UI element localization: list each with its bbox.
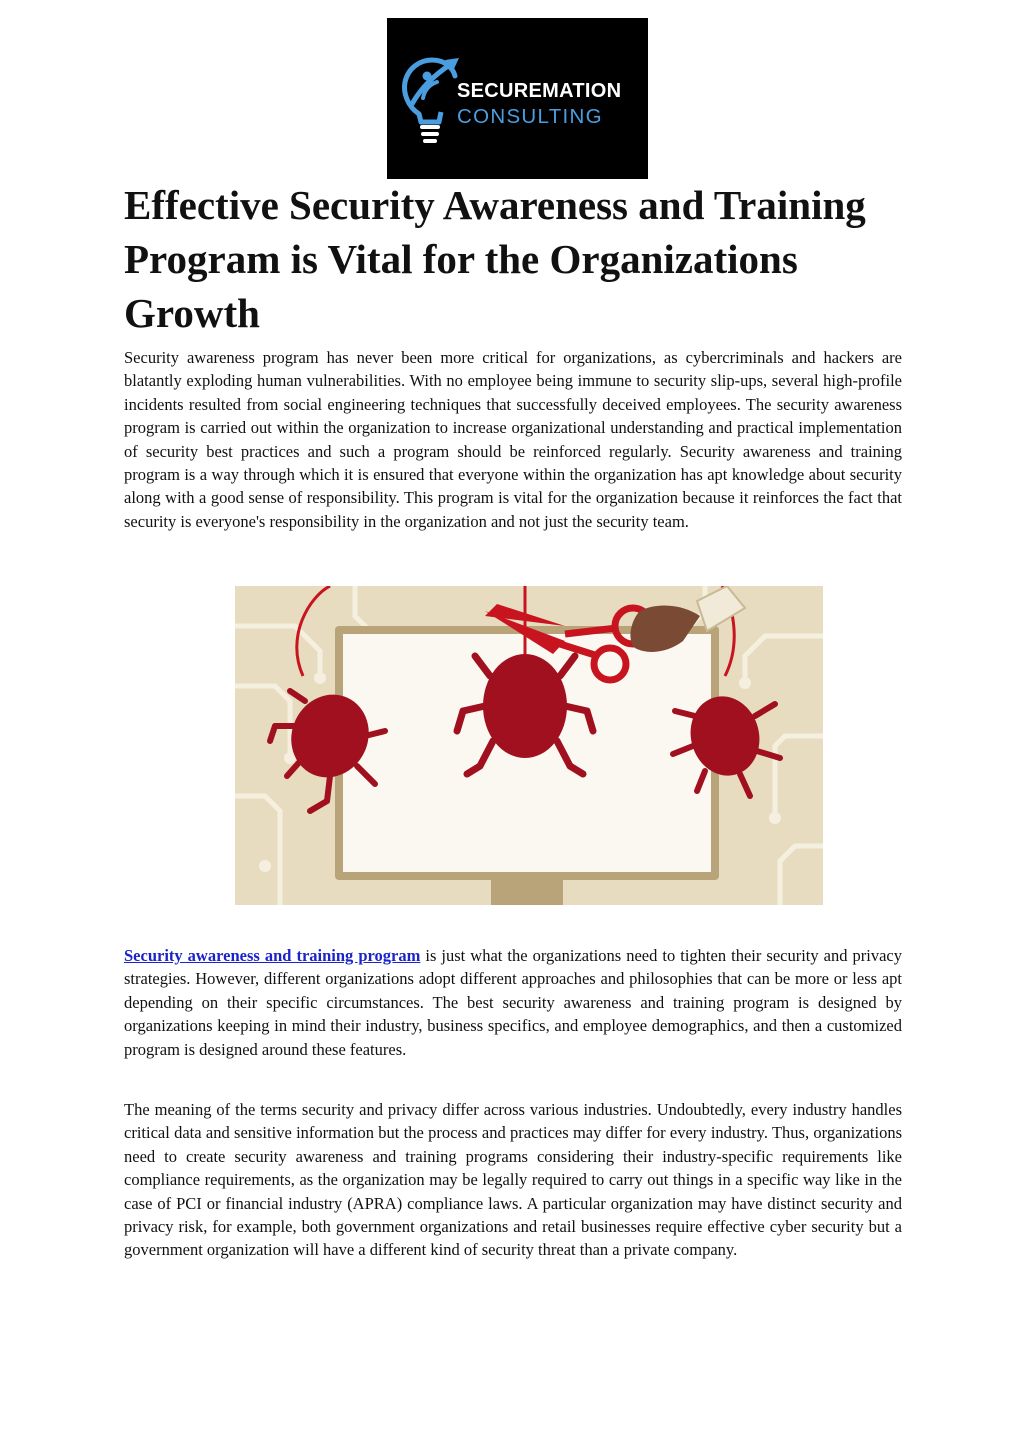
- training-program-link[interactable]: Security awareness and training program: [124, 946, 421, 965]
- security-bugs-illustration: [235, 586, 823, 905]
- logo-wordmark-bottom: CONSULTING: [457, 105, 603, 128]
- program-paragraph: [124, 944, 902, 1061]
- program-paragraph-text: is just what the organizations need to tighten their security and privacy strategies. However, different organizations adopt different approaches and philosophies that can be more or less apt depending on their specific circumstances. The best security awareness and training program is designed by organizations keeping in mind their industry, business specifics, and employee demographics, and then a customized program is designed around these features.: [124, 946, 902, 1059]
- intro-paragraph: Security awareness program has never been more critical for organizations, as cybercriminals and hackers are blatantly exploding human vulnerabilities. With no employee being immune to security slip-ups, several high-profile incidents resulted from social engineering techniques that successfully deceived employees. The security awareness program is carried out within the organization to increase organizational understanding and practical implementation of security best practices and such a program should be reinforced regularly. Security awareness and training program is a way through which it is ensured that everyone within the organization has apt knowledge about security along with a good sense of responsibility. This program is vital for the organization because it reinforces the fact that security is everyone's responsibility in the organization and not just the security team.: [124, 348, 902, 531]
- company-logo: [387, 18, 648, 179]
- logo-wordmark-top: SECUREMATION: [457, 80, 622, 102]
- industry-paragraph: The meaning of the terms security and privacy differ across various industries. Undoubtedly, every industry handles critical data and sensitive information but the process and practices may differ for every industry. Thus, organizations need to create security awareness and training programs considering their industry-specific requirements like compliance requirements, as the organization may be legally required to carry out things in a specific way like in the case of PCI or financial industry (APRA) compliance laws. A particular organization may have distinct security and privacy risk, for example, both government organizations and retail businesses require effective cyber security but a government organization will have a different kind of security threat than a private company.: [124, 1100, 902, 1260]
- page-title: Effective Security Awareness and Training Program is Vital for the Organizations Growth: [124, 182, 866, 336]
